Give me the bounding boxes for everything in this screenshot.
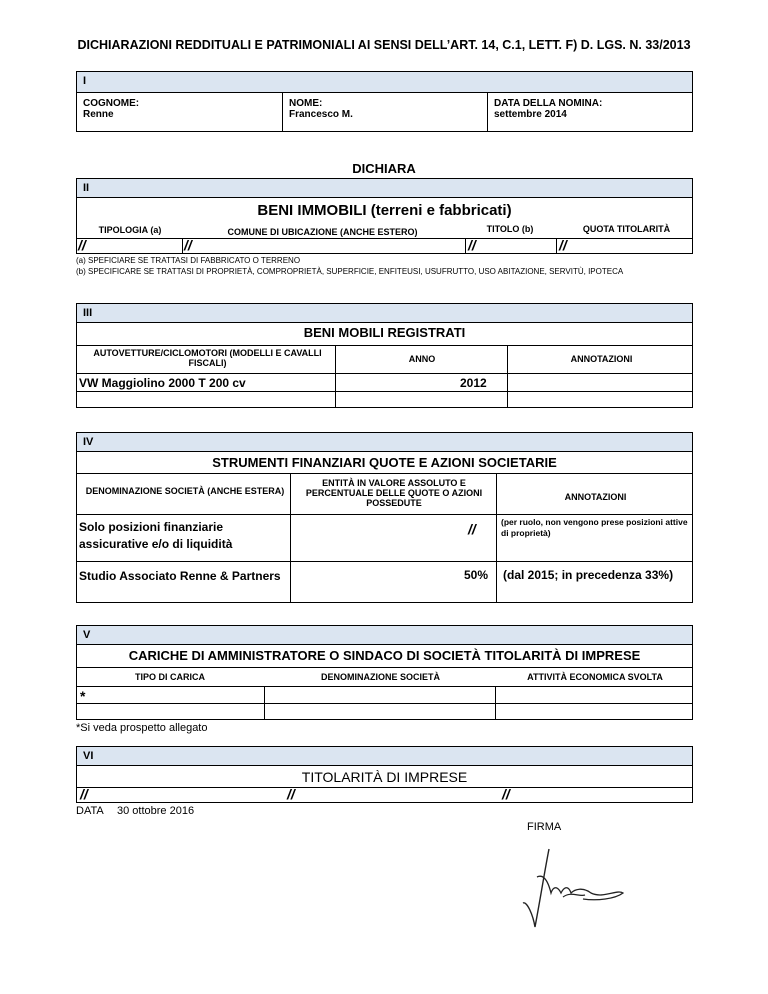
tipologia-col: TIPOLOGIA (a) bbox=[98, 225, 162, 235]
data-nomina-value: settembre 2014 bbox=[494, 109, 567, 120]
cognome-cell bbox=[76, 92, 283, 132]
carica-asterisk: * bbox=[80, 688, 86, 704]
section-2-header bbox=[76, 178, 693, 198]
finanziarie-name: Solo posizioni finanziarie assicurative e/o di liquidità bbox=[79, 520, 233, 551]
section-6-roman: VI bbox=[83, 750, 94, 762]
finanziarie-value: // bbox=[468, 521, 476, 537]
section-2-vline-2 bbox=[465, 238, 466, 254]
attivita-col: ATTIVITÀ ECONOMICA SVOLTA bbox=[527, 672, 663, 682]
section-4-vline-1 bbox=[290, 473, 291, 603]
section-3-vline-1 bbox=[335, 345, 336, 408]
titolarita-value-1: // bbox=[80, 786, 88, 802]
entita-col: ENTITÀ IN VALORE ASSOLUTO E PERCENTUALE DELLE QUOTE O AZIONI POSSEDUTE bbox=[305, 478, 483, 508]
section-4-divider-2 bbox=[76, 514, 693, 515]
immobili-comune-value: // bbox=[184, 237, 192, 253]
document-title: DICHIARAZIONI REDDITUALI E PATRIMONIALI AI SENSI DELL’ART. 14, C.1, LETT. F) D. LGS. N. 33/2013 bbox=[77, 38, 691, 52]
annotazioni-iv-col: ANNOTAZIONI bbox=[564, 492, 627, 502]
section-3-vline-2 bbox=[507, 345, 508, 408]
section-3-heading: BENI MOBILI REGISTRATI bbox=[303, 325, 466, 340]
studio-value: 50% bbox=[464, 568, 489, 582]
section-6-divider bbox=[76, 787, 693, 788]
note-a: (a) SPEFICIARE SE TRATTASI DI FABBRICATO O TERRENO bbox=[76, 256, 301, 265]
cognome-label: COGNOME: bbox=[83, 98, 140, 109]
section-3-header bbox=[76, 303, 693, 323]
titolarita-value-3: // bbox=[502, 786, 510, 802]
section-5-vline-2 bbox=[495, 686, 496, 720]
section-5-vline-1 bbox=[264, 686, 265, 720]
section-4-header bbox=[76, 432, 693, 452]
section-5-roman: V bbox=[83, 629, 91, 641]
section-2-roman: II bbox=[83, 182, 90, 194]
anno-col: ANNO bbox=[408, 354, 436, 364]
data-label: DATA bbox=[76, 805, 104, 817]
comune-col: COMUNE DI UBICAZIONE (ANCHE ESTERO) bbox=[227, 227, 418, 237]
section-4-divider-3 bbox=[76, 561, 693, 562]
section-1-roman: I bbox=[83, 75, 87, 87]
section-3-roman: III bbox=[83, 307, 93, 319]
section-4-divider-1 bbox=[76, 473, 693, 474]
section-5-heading: CARICHE DI AMMINISTRATORE O SINDACO DI SOCIETÀ TITOLARITÀ DI IMPRESE bbox=[128, 648, 641, 663]
section-5-header bbox=[76, 625, 693, 645]
nome-cell bbox=[282, 92, 488, 132]
nome-label: NOME: bbox=[289, 98, 323, 109]
signature-graphic bbox=[505, 845, 635, 935]
firma-label: FIRMA bbox=[527, 821, 562, 833]
note-b: (b) SPECIFICARE SE TRATTASI DI PROPRIETÀ, COMPROPRIETÀ, SUPERFICIE, ENFITEUSI, USUFRUTTO, USO ABITAZIONE, SERVITÙ, IPOTECA bbox=[76, 267, 624, 276]
denominazione-v-col: DENOMINAZIONE SOCIETÀ bbox=[320, 672, 440, 682]
section-6-header bbox=[76, 746, 693, 766]
annotazioni-col: ANNOTAZIONI bbox=[570, 354, 633, 364]
tipo-carica-col: TIPO DI CARICA bbox=[134, 672, 205, 682]
section-4-heading: STRUMENTI FINANZIARI QUOTE E AZIONI SOCIETARIE bbox=[212, 455, 557, 470]
section-2-heading: BENI IMMOBILI (terreni e fabbricati) bbox=[257, 202, 512, 219]
immobili-tipologia-value: // bbox=[78, 237, 86, 253]
denominazione-col: DENOMINAZIONE SOCIETÀ (ANCHE ESTERA) bbox=[85, 486, 285, 496]
section-3-divider-2 bbox=[76, 373, 693, 374]
quota-col: QUOTA TITOLARITÀ bbox=[582, 224, 671, 234]
vehicle-value: VW Maggiolino 2000 T 200 cv bbox=[79, 376, 246, 390]
nome-value: Francesco M. bbox=[289, 109, 353, 120]
section-2-vline-3 bbox=[556, 238, 557, 254]
section-3-divider-3 bbox=[76, 391, 693, 392]
dichiara-heading: DICHIARA bbox=[352, 161, 416, 176]
section-2-vline-1 bbox=[182, 238, 183, 254]
section-5-divider-3 bbox=[76, 703, 693, 704]
section-5-divider-2 bbox=[76, 686, 693, 687]
allegato-footnote: *Si veda prospetto allegato bbox=[76, 722, 208, 734]
data-nomina-cell bbox=[487, 92, 693, 132]
section-2-row-divider bbox=[76, 238, 693, 239]
titolarita-value-2: // bbox=[287, 786, 295, 802]
section-6-heading: TITOLARITÀ DI IMPRESE bbox=[301, 769, 468, 785]
footer-date: 30 ottobre 2016 bbox=[117, 805, 195, 817]
section-4-vline-2 bbox=[496, 473, 497, 603]
data-nomina-label: DATA DELLA NOMINA: bbox=[494, 98, 603, 109]
autovetture-col: AUTOVETTURE/CICLOMOTORI (MODELLI E CAVALLI FISCALI) bbox=[93, 348, 322, 368]
immobili-titolo-value: // bbox=[468, 237, 476, 253]
immobili-quota-value: // bbox=[559, 237, 567, 253]
section-4-roman: IV bbox=[83, 436, 94, 448]
studio-note: (dal 2015; in precedenza 33%) bbox=[503, 568, 674, 582]
studio-name: Studio Associato Renne & Partners bbox=[79, 569, 281, 583]
cognome-value: Renne bbox=[83, 109, 114, 120]
section-1-header bbox=[76, 71, 693, 93]
vehicle-year: 2012 bbox=[460, 376, 487, 390]
section-3-divider-1 bbox=[76, 345, 693, 346]
finanziarie-note: (per ruolo, non vengono prese posizioni attive di proprietà) bbox=[501, 517, 688, 538]
section-5-divider-1 bbox=[76, 667, 693, 668]
titolo-col: TITOLO (b) bbox=[486, 224, 534, 234]
